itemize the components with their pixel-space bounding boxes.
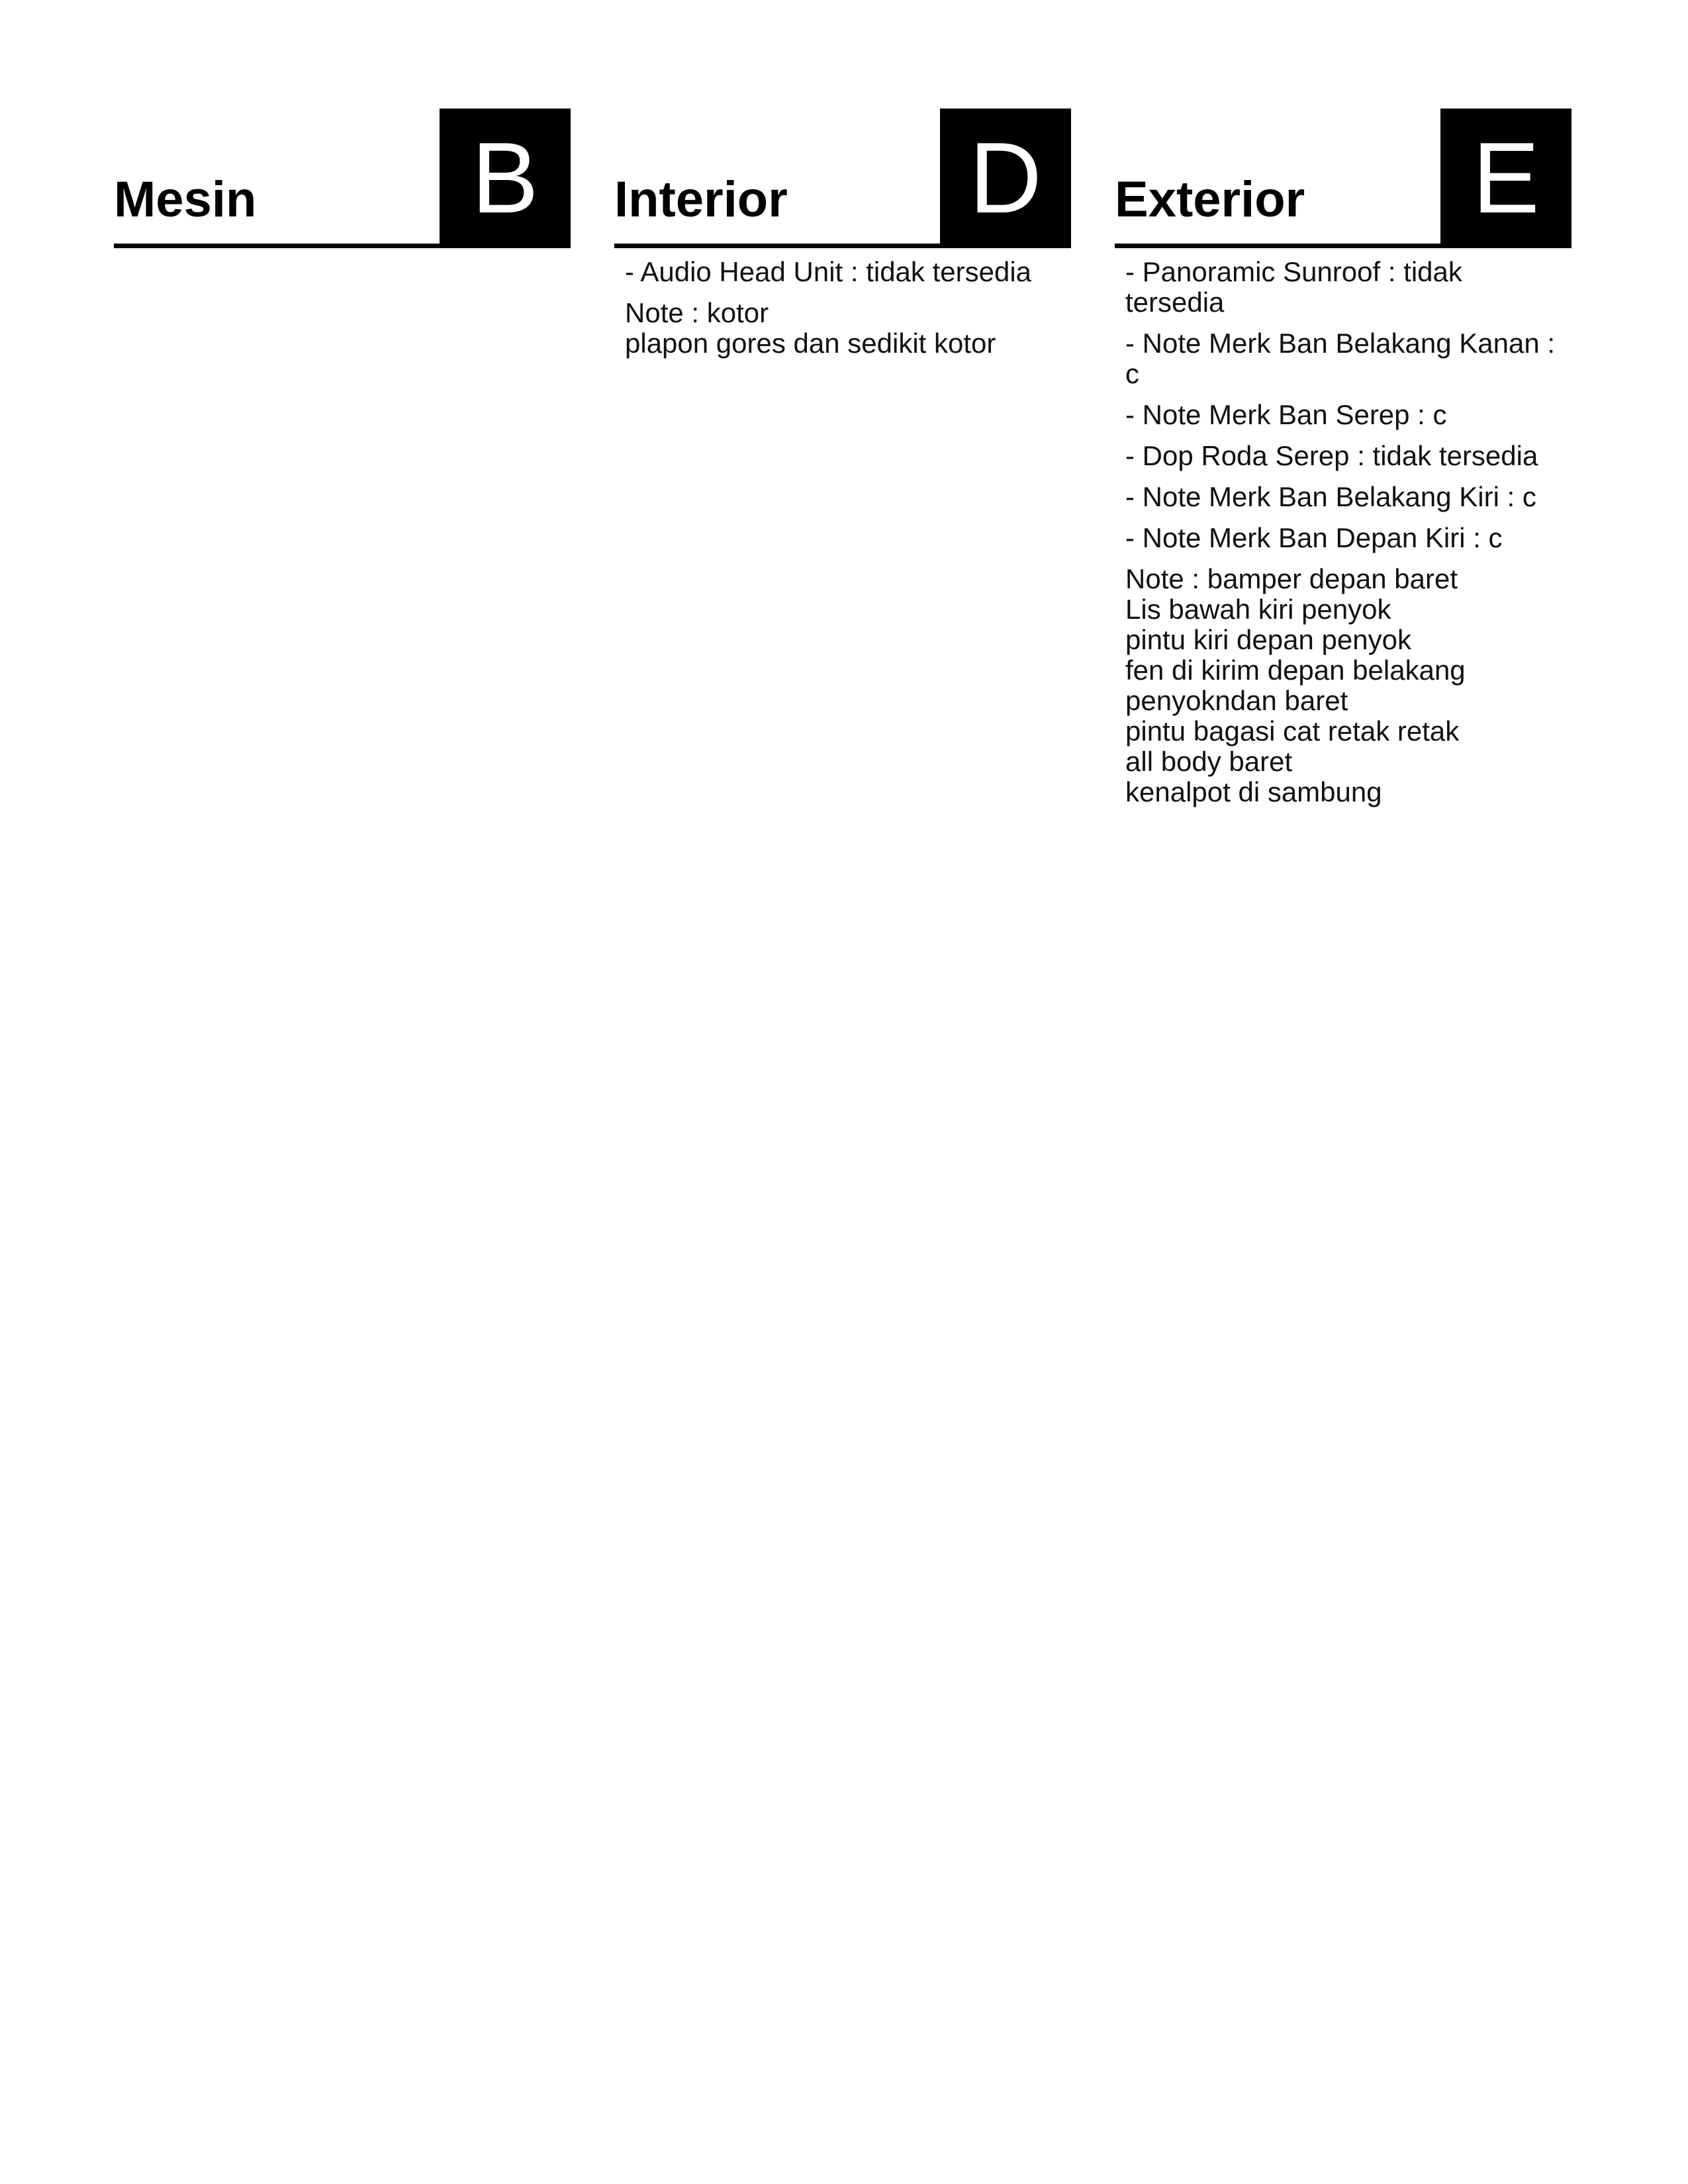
section-exterior-badge: E [1440,109,1571,248]
note-line: pintu bagasi cat retak retak [1125,715,1460,747]
note-line: all body baret [1125,746,1293,777]
note-line: Note : bamper depan baret [1125,563,1458,594]
list-item: - Note Merk Ban Serep : c [1125,399,1447,430]
section-exterior-header [1115,109,1571,248]
note-block [625,298,1062,359]
section-interior-body [625,257,1062,359]
section-exterior-title: Exterior [1115,171,1305,228]
list-item: - Panoramic Sunroof : tidak tersedia [1125,256,1462,318]
section-interior-rule [614,244,1071,248]
note-line: pintu kiri depan penyok [1125,624,1411,655]
section-interior-header [614,109,1071,248]
section-exterior [1115,0,1571,2184]
section-mesin-header [114,109,571,248]
note-line: kenalpot di sambung [1125,776,1382,807]
note-line: Lis bawah kiri penyok [1125,594,1391,625]
section-mesin-rule [114,244,571,248]
note-line: fen di kirim depan belakang penyokndan baret [1125,655,1466,716]
list-item: - Note Merk Ban Depan Kiri : c [1125,522,1503,553]
note-line: Note : kotor [625,297,769,328]
section-interior [614,0,1071,2184]
section-interior-badge: D [940,109,1071,248]
section-exterior-body [1125,257,1562,807]
note-block [1125,564,1562,807]
section-interior-title: Interior [614,171,788,228]
list-item: - Audio Head Unit : tidak tersedia [625,256,1032,287]
section-exterior-rule [1115,244,1571,248]
section-mesin-badge: B [440,109,571,248]
list-item: - Note Merk Ban Belakang Kanan : c [1125,328,1556,389]
section-mesin-title: Mesin [114,171,257,228]
note-line: plapon gores dan sedikit kotor [625,328,996,359]
list-item: - Note Merk Ban Belakang Kiri : c [1125,481,1536,512]
list-item: - Dop Roda Serep : tidak tersedia [1125,440,1538,471]
section-mesin [114,0,571,2184]
